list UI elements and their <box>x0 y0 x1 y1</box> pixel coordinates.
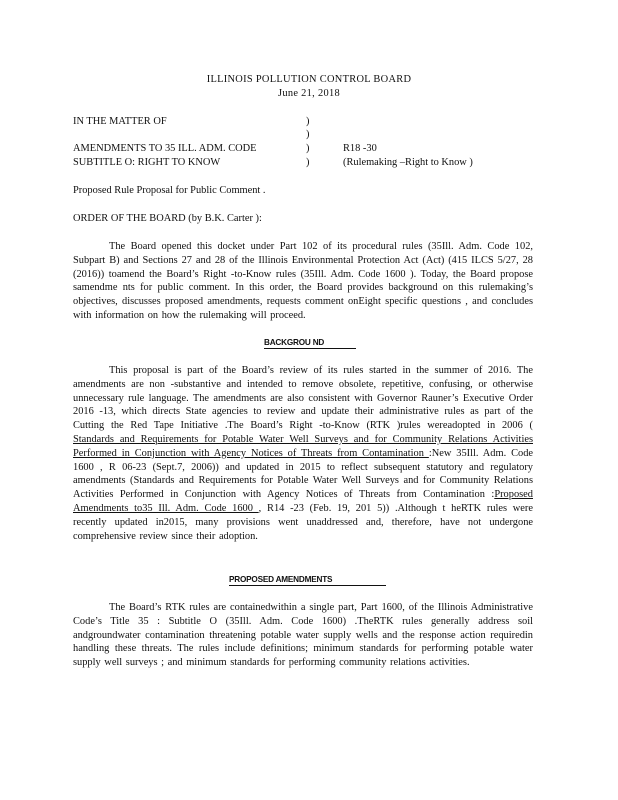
caption-paren-2: ) <box>306 129 310 140</box>
background-text-2: :New 35Ill. Adm. Code 1600 , R 06-23 (Sept.7, 2006)) and updated in 2015 to reflect subsequent statutory and regulatory amendments (Standards and Requirements for Potable Water Well Surveys and for Community Relations Activities Performed in Conjunction with Agency Notices of Threats from Contamination : <box>73 447 534 501</box>
background-heading: BACKGROU ND <box>264 337 356 349</box>
intro-paragraph: The Board opened this docket under Part 102 of its procedural rules (35Ill. Adm. Code 102, Subpart B) and Sections 27 and 28 of the Illinois Environmental Protection Act (Act) (415 ILCS 5/27, 28 (2016)) toamend the Board’s Right -to-Know rules (35Ill. Adm. Code 1600 ). Today, the Board propose samendme nts for public comment. In this order, the Board provides background on this rulemaking’s objectives, discusses proposed amendments, requests comment onEight specific questions , and concludes with information on how the rulemaking will proceed. <box>73 241 533 321</box>
board-title: ILLINOIS POLLUTION CONTROL BOARD <box>206 74 412 85</box>
background-underlined-citation-2: Proposed Amendments to35 Ill. Adm. Code 1600 <box>73 489 533 514</box>
proposed-amendments-paragraph: The Board’s RTK rules are containedwithin a single part, Part 1600, of the Illinois Administrative Code’s Title 35 : Subtitle O (35Ill. Adm. Code 1600) .TheRTK rules generally address soil andgroundwater contamination threatening potable water supply wells and the response action requiredin handling these threats. The rules include definitions; minimum standards for performing potable water supply well surveys ; and minimum standards for performing community relations activities. <box>73 602 533 669</box>
caption-paren-3: ) <box>306 143 310 154</box>
background-paragraph <box>73 364 533 543</box>
background-text-3: , R14 -23 (Feb. 19, 201 5)) .Although t heRTK rules were recently updated in2015, many provisions went unaddressed and, therefore, have not undergone comprehensive review since their adoption. <box>73 502 533 542</box>
caption-amendments: AMENDMENTS TO 35 ILL. ADM. CODE <box>73 143 257 154</box>
order-line: ORDER OF THE BOARD (by B.K. Carter ): <box>73 213 262 224</box>
background-underlined-citation-1: Standards and Requirements for Potable Water Well Surveys and for Community Relations Activities Performed in Conjunction with Agency Notices of Threats from Contamination <box>73 433 533 459</box>
docket-number: R18 -30 <box>343 143 377 154</box>
proposed-rule-line: Proposed Rule Proposal for Public Comment . <box>73 185 266 196</box>
caption-paren-1: ) <box>306 116 310 127</box>
proposed-amendments-heading: PROPOSED AMENDMENTS <box>229 574 386 586</box>
caption-subtitle: SUBTITLE O: RIGHT TO KNOW <box>73 157 221 168</box>
docket-description: (Rulemaking –Right to Know ) <box>343 157 473 168</box>
caption-paren-4: ) <box>306 157 310 168</box>
caption-matter: IN THE MATTER OF <box>73 116 167 127</box>
background-text-1: This proposal is part of the Board’s review of its rules started in the summer of 2016. The amendments are non -substantive and intended to remove obsolete, repetitive, confusing, or otherwise unnecessary rule language. The amendments are also consistent with Governor Rauner’s Executive Order 2016 -13, which directs State agencies to review and update their administrative rules as part of the Cutting the Red Tape Initiative .The Board’s Right -to-Know (RTK )rules wereadopted in 2006 ( <box>73 365 533 432</box>
document-date: June 21, 2018 <box>278 88 340 99</box>
